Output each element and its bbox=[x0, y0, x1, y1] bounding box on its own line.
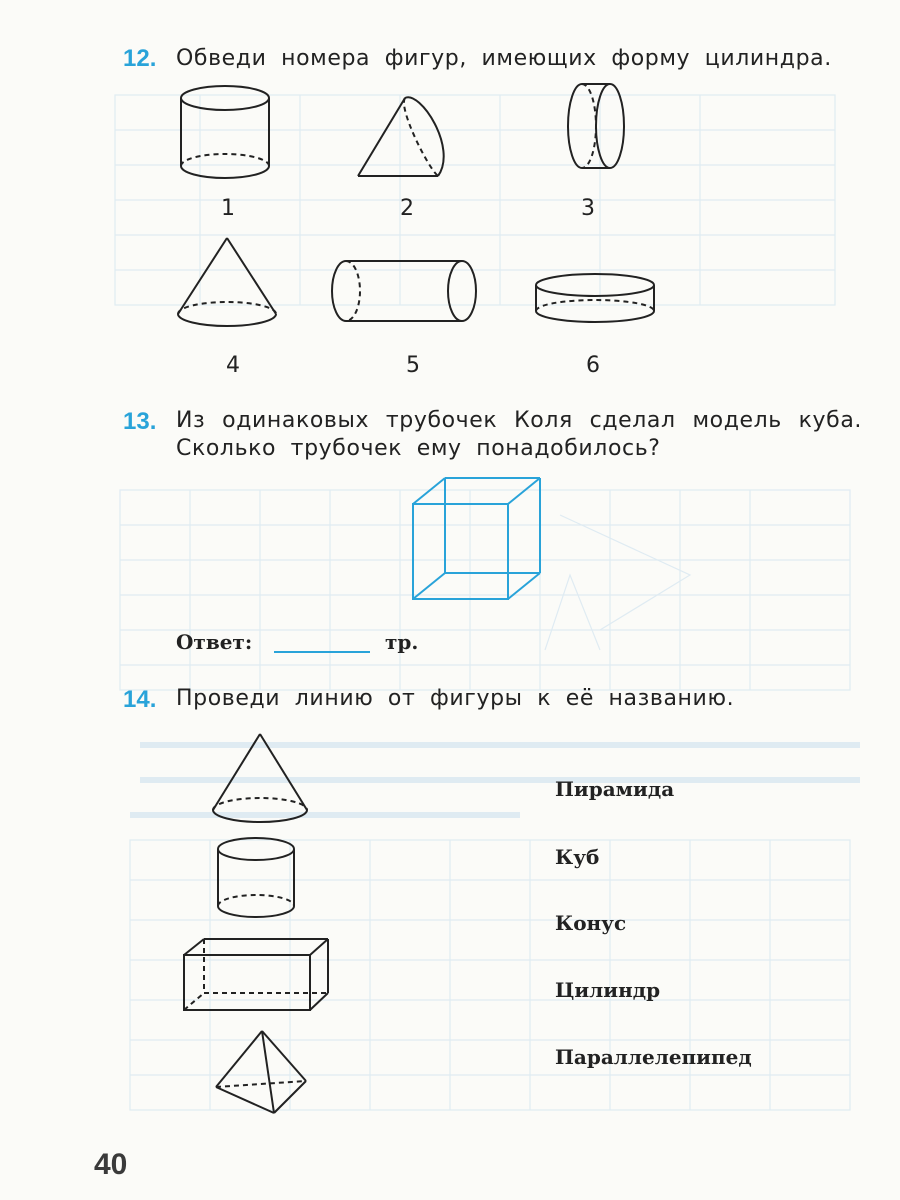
task-14-number: 14. bbox=[123, 686, 157, 713]
match-parallelepiped-icon[interactable] bbox=[178, 933, 338, 1018]
name-cone[interactable]: Конус bbox=[555, 911, 627, 935]
cube-wireframe-icon bbox=[405, 470, 555, 610]
figure-label-1[interactable]: 1 bbox=[221, 196, 235, 221]
figure-label-2[interactable]: 2 bbox=[400, 196, 414, 221]
task-14-text: Проведи линию от фигуры к её названию. bbox=[176, 686, 735, 711]
answer-unit: тр. bbox=[385, 630, 419, 654]
flat-cylinder-disc-icon[interactable] bbox=[530, 268, 660, 333]
tilted-cone-icon[interactable] bbox=[350, 88, 460, 188]
name-cube[interactable]: Куб bbox=[555, 845, 600, 869]
cylinder-sideways-small-icon[interactable] bbox=[562, 78, 632, 178]
answer-label: Ответ: bbox=[176, 630, 253, 654]
task-13-text-line-2: Сколько трубочек ему понадобилось? bbox=[176, 436, 661, 461]
match-cone-icon[interactable] bbox=[205, 728, 315, 828]
task-12-number: 12. bbox=[123, 45, 157, 72]
name-parallelepiped[interactable]: Параллелепипед bbox=[555, 1045, 752, 1069]
name-pyramid[interactable]: Пирамида bbox=[555, 777, 675, 801]
task-13-number: 13. bbox=[123, 408, 157, 435]
figure-label-5[interactable]: 5 bbox=[406, 353, 420, 378]
figure-label-3[interactable]: 3 bbox=[581, 196, 595, 221]
name-cylinder[interactable]: Цилиндр bbox=[555, 978, 661, 1002]
page-number: 40 bbox=[94, 1148, 128, 1181]
cylinder-horizontal-icon[interactable] bbox=[326, 255, 486, 330]
match-cylinder-icon[interactable] bbox=[211, 832, 301, 927]
answer-input-line[interactable] bbox=[274, 651, 370, 653]
figure-label-6[interactable]: 6 bbox=[586, 353, 600, 378]
match-pyramid-icon[interactable] bbox=[208, 1025, 313, 1120]
cone-icon[interactable] bbox=[172, 232, 282, 332]
cylinder-upright-icon[interactable] bbox=[175, 80, 275, 185]
task-13-text-line-1: Из одинаковых трубочек Коля сделал модель куба. bbox=[176, 408, 862, 433]
figure-label-4[interactable]: 4 bbox=[226, 353, 240, 378]
task-12-text: Обведи номера фигур, имеющих форму цилиндра. bbox=[176, 46, 832, 71]
